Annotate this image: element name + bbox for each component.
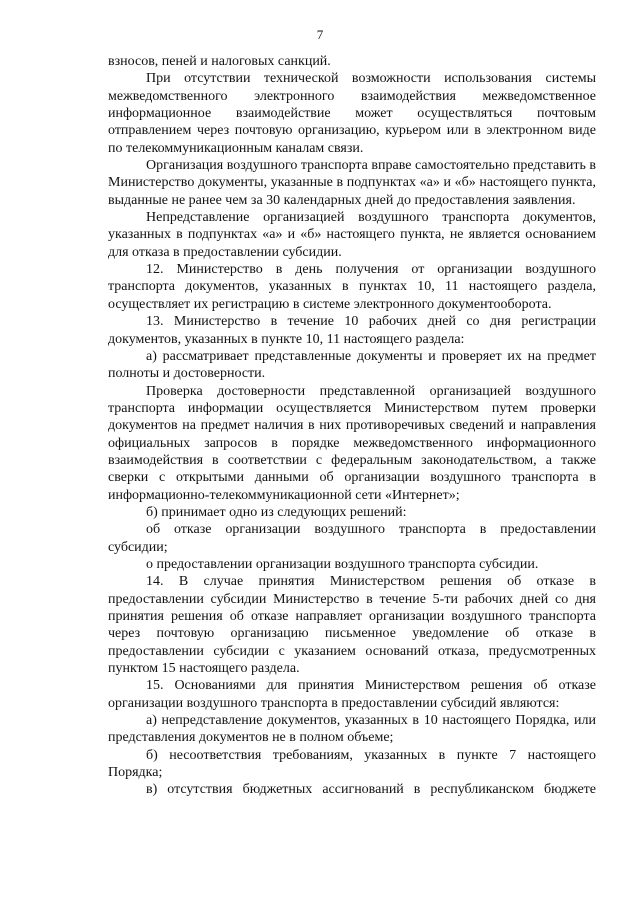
subitem-b: б) принимает одно из следующих решений: <box>146 504 407 520</box>
paragraph: Проверка достоверности представленной организацией воздушного транспорта информации осуществляется Министерством путем проверки документов на предмет наличия в них противоречивых сведений и направления официальных запросов в порядке межведомственного информационного взаимодействия в соответствии с федеральным законодательством, а также сверки с открытыми данными об организации воздушного транспорта в информационно-телекоммуникационной сети «Интернет»; <box>108 383 596 503</box>
decision-option: об отказе организации воздушного транспорта в предоставлении субсидии; <box>108 522 596 555</box>
page-number: 7 <box>316 27 324 42</box>
subitem-b: б) несоответствия требованиям, указанных в пункте 7 настоящего Порядка; <box>108 747 596 781</box>
paragraph: Организация воздушного транспорта вправе самостоятельно представить в Министерство документы, указанные в подпунктах «а» и «б» настоящего пункта, выданные не ранее чем за 30 календарных дней до предоставления заявления. <box>108 158 596 208</box>
paragraph: Непредставление организацией воздушного транспорта документов, указанных в подпунктах «а» и «б» настоящего пункта, не является основанием для отказа в предоставлении субсидии. <box>108 210 596 260</box>
paragraph-item-14: 14. В случае принятия Министерством решения об отказе в предоставлении субсидии Министерство в течение 5-ти рабочих дней со дня принятия решения об отказе направляет организации воздушного транспорта через почтовую организацию письменное уведомление об отказе в предоставлении субсидии с указанием оснований отказа, предусмотренных пунктом 15 настоящего раздела. <box>108 574 596 677</box>
paragraph-item-12: 12. Министерство в день получения от организации воздушного транспорта документов, указанных в пунктах 10, 11 настоящего раздела, осуществляет их регистрацию в системе электронного документооборота. <box>108 262 596 312</box>
document-body <box>108 53 596 799</box>
subitem-v: в) отсутствия бюджетных ассигнований в республиканском бюджете <box>146 782 596 798</box>
paragraph-item-13: 13. Министерство в течение 10 рабочих дней со дня регистрации документов, указанных в пункте 10, 11 настоящего раздела: <box>108 314 596 347</box>
paragraph: взносов, пеней и налоговых санкций. <box>108 54 331 69</box>
paragraph-item-15: 15. Основаниями для принятия Министерством решения об отказе организации воздушного транспорта в предоставлении субсидий являются: <box>108 678 596 711</box>
subitem-a: а) рассматривает представленные документы и проверяет их на предмет полноты и достоверности. <box>108 348 596 382</box>
decision-option: о предоставлении организации воздушного транспорта субсидии. <box>146 556 539 572</box>
subitem-a: а) непредставление документов, указанных в 10 настоящего Порядка, или представления документов не в полном объеме; <box>108 713 596 746</box>
paragraph: При отсутствии технической возможности использования системы межведомственного электронного взаимодействия межведомственное информационное взаимодействие может осуществляться почтовым отправлением через почтовую организацию, курьером или в электронном виде по телекоммуникационным каналам связи. <box>108 71 596 156</box>
